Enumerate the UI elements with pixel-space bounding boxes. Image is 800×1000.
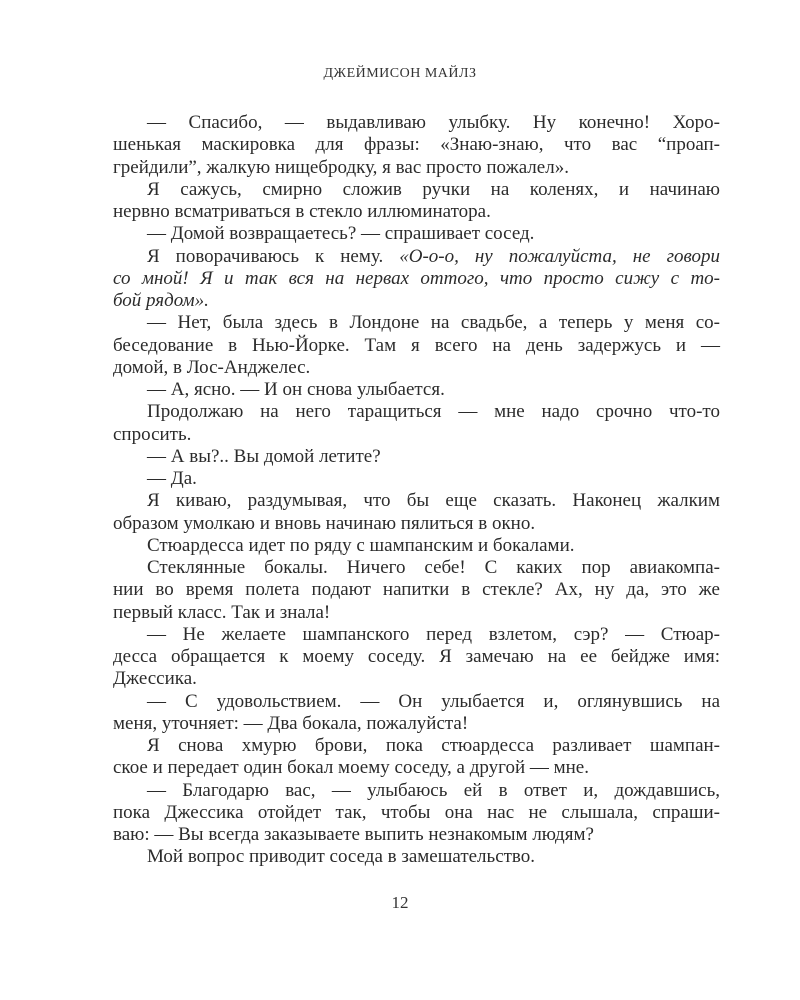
- text-line: [113, 401, 720, 423]
- italic-text: «О-о-о, ну пожалуйста, не говори: [399, 245, 721, 267]
- text-line: [113, 513, 720, 535]
- text-segment: Продолжаю на него таращиться — мне надо срочно что-то: [147, 401, 720, 423]
- text-segment: беседование в Нью-Йорке. Там я всего на день задержусь и —: [113, 334, 720, 356]
- text-segment: первый класс. Так и знала!: [113, 601, 331, 623]
- text-line: [113, 134, 720, 156]
- text-line: [113, 312, 720, 334]
- italic-text: бой рядом».: [113, 290, 209, 311]
- body-text: [113, 112, 720, 869]
- text-segment: — Спасибо, — выдавливаю улыбку. Ну конечно! Хоро-: [147, 112, 720, 133]
- text-line: [113, 668, 720, 690]
- text-line: [113, 201, 720, 223]
- text-line: [113, 223, 720, 245]
- italic-text: со мной! Я и так вся на нервах оттого, что просто сижу с то-: [113, 267, 720, 289]
- text-segment: нии во время полета подают напитки в стекле? Ах, ну да, это же: [113, 579, 720, 601]
- text-line: [113, 424, 720, 446]
- text-segment: — С удовольствием. — Он улыбается и, оглянувшись на: [147, 690, 720, 712]
- text-segment: Стюардесса идет по ряду с шампанским и бокалами.: [147, 534, 575, 556]
- text-segment: грейдили”, жалкую нищебродку, я вас просто пожалел».: [113, 156, 569, 178]
- text-segment: меня, уточняет: — Два бокала, пожалуйста!: [113, 712, 469, 734]
- text-segment: домой, в Лос-Анджелес.: [113, 356, 311, 378]
- text-segment: — Не желаете шампанского перед взлетом, сэр? — Стюар-: [147, 623, 720, 645]
- text-line: [113, 579, 720, 601]
- text-line: [113, 624, 720, 646]
- text-segment: Я поворачиваюсь к нему.: [147, 245, 400, 267]
- running-header: ДЖЕЙМИСОН МАЙЛЗ: [323, 66, 477, 81]
- text-segment: Мой вопрос приводит соседа в замешательство.: [147, 846, 536, 868]
- text-line: [113, 757, 720, 779]
- text-line: [113, 713, 720, 735]
- text-segment: Я сажусь, смирно сложив ручки на коленях, и начинаю: [147, 178, 720, 200]
- text-line: [113, 246, 720, 268]
- text-line: [113, 112, 720, 134]
- text-line: [113, 780, 720, 802]
- text-line: [113, 268, 720, 290]
- text-segment: спросить.: [113, 423, 192, 445]
- text-line: [113, 157, 720, 179]
- text-segment: Стеклянные бокалы. Ничего себе! С каких пор авиакомпа-: [147, 557, 720, 578]
- text-segment: — А, ясно. — И он снова улыбается.: [147, 379, 445, 400]
- text-segment: ское и передает один бокал моему соседу, а другой — мне.: [113, 757, 589, 779]
- text-segment: Джессика.: [113, 668, 197, 690]
- text-segment: — Благодарю вас, — улыбаюсь ей в ответ и, дождавшись,: [147, 779, 720, 801]
- text-line: [113, 557, 720, 579]
- page-number: 12: [391, 893, 409, 912]
- text-line: [113, 357, 720, 379]
- text-segment: образом умолкаю и вновь начинаю пялиться в окно.: [113, 512, 536, 534]
- text-segment: — Нет, была здесь в Лондоне на свадьбе, а теперь у меня со-: [147, 312, 720, 334]
- text-segment: Я киваю, раздумывая, что бы еще сказать. Наконец жалким: [147, 490, 720, 512]
- text-line: [113, 468, 720, 490]
- text-line: [113, 290, 720, 312]
- text-segment: Я снова хмурю брови, пока стюардесса разливает шампан-: [147, 735, 720, 756]
- text-line: [113, 735, 720, 757]
- text-line: [113, 602, 720, 624]
- text-line: [113, 446, 720, 468]
- text-segment: нервно всматриваться в стекло иллюминатора.: [113, 201, 491, 222]
- text-segment: пока Джессика отойдет так, чтобы она нас не слышала, спраши-: [113, 801, 720, 823]
- text-line: [113, 490, 720, 512]
- text-line: [113, 379, 720, 401]
- text-line: [113, 846, 720, 868]
- text-segment: — Домой возвращаетесь? — спрашивает сосед.: [147, 223, 535, 245]
- text-line: [113, 691, 720, 713]
- text-segment: ваю: — Вы всегда заказываете выпить незнакомым людям?: [113, 824, 594, 845]
- text-line: [113, 824, 720, 846]
- text-segment: шенькая маскировка для фразы: «Знаю-знаю, что вас “проап-: [113, 134, 720, 156]
- text-segment: — А вы?.. Вы домой летите?: [147, 445, 381, 467]
- text-line: [113, 535, 720, 557]
- text-segment: десса обращается к моему соседу. Я замечаю на ее бейдже имя:: [113, 646, 720, 667]
- text-line: [113, 646, 720, 668]
- text-line: [113, 179, 720, 201]
- text-line: [113, 335, 720, 357]
- text-segment: — Да.: [147, 468, 197, 489]
- text-line: [113, 802, 720, 824]
